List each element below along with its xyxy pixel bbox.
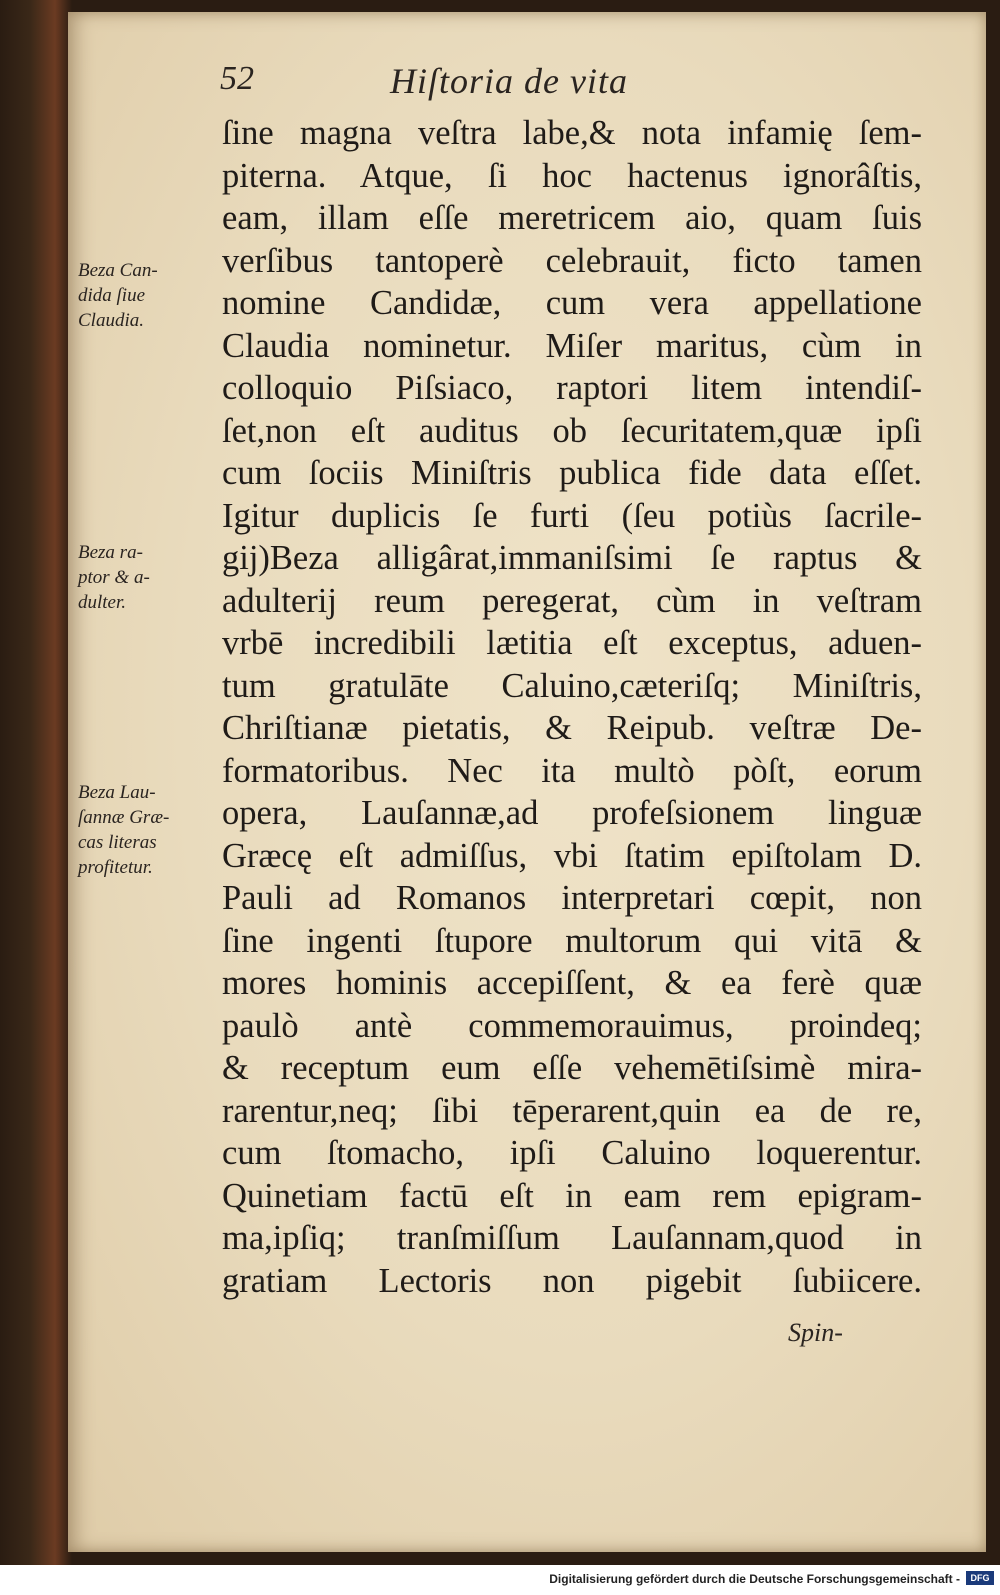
text-line: opera, Lauſannæ,ad profeſsionem linguæ xyxy=(222,794,922,832)
margin-note-line: Claudia. xyxy=(78,310,144,331)
margin-note-line: dulter. xyxy=(78,592,127,613)
margin-note-lausanne xyxy=(78,780,228,880)
text-line: paulò antè commemorauimus, proindeq; xyxy=(222,1006,922,1045)
text-line: eam, illam eſſe meretricem aio, quam ſuis xyxy=(222,199,922,237)
text-line: Igitur duplicis ſe furti (ſeu potiùs ſacrile- xyxy=(222,496,922,535)
text-line: cum ſtomacho, ipſi Caluino loquerentur. xyxy=(222,1134,922,1172)
footer-bar xyxy=(0,1565,1000,1595)
text-line: Græcę eſt admiſſus, vbi ſtatim epiſtolam D. xyxy=(222,836,922,875)
page-number: 52 xyxy=(220,60,254,97)
margin-note-line: Beza Can- xyxy=(78,260,158,281)
margin-note-raptor xyxy=(78,540,228,615)
text-line: Quinetiam factū eſt in eam rem epigram- xyxy=(222,1176,922,1215)
margin-note-line: ptor & a- xyxy=(78,567,150,588)
body-text xyxy=(222,112,922,1302)
text-line: cum ſociis Miniſtris publica fide data eſſet. xyxy=(222,454,922,492)
text-line: piterna. Atque, ſi hoc hactenus ignorâſtis, xyxy=(222,156,922,195)
margin-note-line: profitetur. xyxy=(78,857,153,878)
dfg-logo: DFG xyxy=(966,1571,994,1585)
text-line: verſibus tantoperè celebrauit, ficto tamen xyxy=(222,241,922,280)
text-line: ſine ingenti ſtupore multorum qui vitā & xyxy=(222,921,922,960)
text-line: Chriſtianæ pietatis, & Reipub. veſtræ De- xyxy=(222,709,922,747)
text-line: colloquio Piſsiaco, raptori litem intendiſ- xyxy=(222,369,922,407)
text-line: ma,ipſiq; tranſmiſſum Lauſannam,quod in xyxy=(222,1219,922,1257)
margin-note-line: ſannæ Græ- xyxy=(78,807,170,828)
text-line: & receptum eum eſſe vehemētiſsimè mira- xyxy=(222,1049,922,1087)
text-line: gij)Beza alligârat,immaniſsimi ſe raptus & xyxy=(222,539,922,577)
running-head-title: Hiſtoria de vita xyxy=(390,61,628,101)
text-line: adulterij reum peregerat, cùm in veſtram xyxy=(222,581,922,620)
text-line: Pauli ad Romanos interpretari cœpit, non xyxy=(222,879,922,917)
text-line: vrbē incredibili lætitia eſt exceptus, aduen- xyxy=(222,624,922,662)
text-line: nomine Candidæ, cum vera appellatione xyxy=(222,284,922,322)
text-line: rarentur,neq; ſibi tēperarent,quin ea de re, xyxy=(222,1091,922,1130)
margin-note-line: Beza Lau- xyxy=(78,782,156,803)
margin-note-candida xyxy=(78,258,228,333)
margin-note-line: dida ſiue xyxy=(78,285,146,306)
running-head xyxy=(220,60,920,120)
text-line: tum gratulāte Caluino,cæteriſq; Miniſtris, xyxy=(222,666,922,705)
text-line: Claudia nominetur. Miſer maritus, cùm in xyxy=(222,326,922,365)
text-line: mores hominis accepiſſent, & ea ferè quæ xyxy=(222,964,922,1002)
footer-credit: Digitalisierung gefördert durch die Deutsche Forschungsgemeinschaft - xyxy=(549,1572,960,1586)
text-line: ſine magna veſtra labe,& nota infamię ſem- xyxy=(222,114,922,152)
text-line: formatoribus. Nec ita multò pòſt, eorum xyxy=(222,751,922,790)
catchword: Spin- xyxy=(788,1318,843,1347)
text-line: ſet,non eſt auditus ob ſecuritatem,quæ ipſi xyxy=(222,411,922,450)
text-line: gratiam Lectoris non pigebit ſubiicere. xyxy=(222,1261,922,1300)
margin-note-line: cas literas xyxy=(78,832,157,853)
margin-note-line: Beza ra- xyxy=(78,542,143,563)
